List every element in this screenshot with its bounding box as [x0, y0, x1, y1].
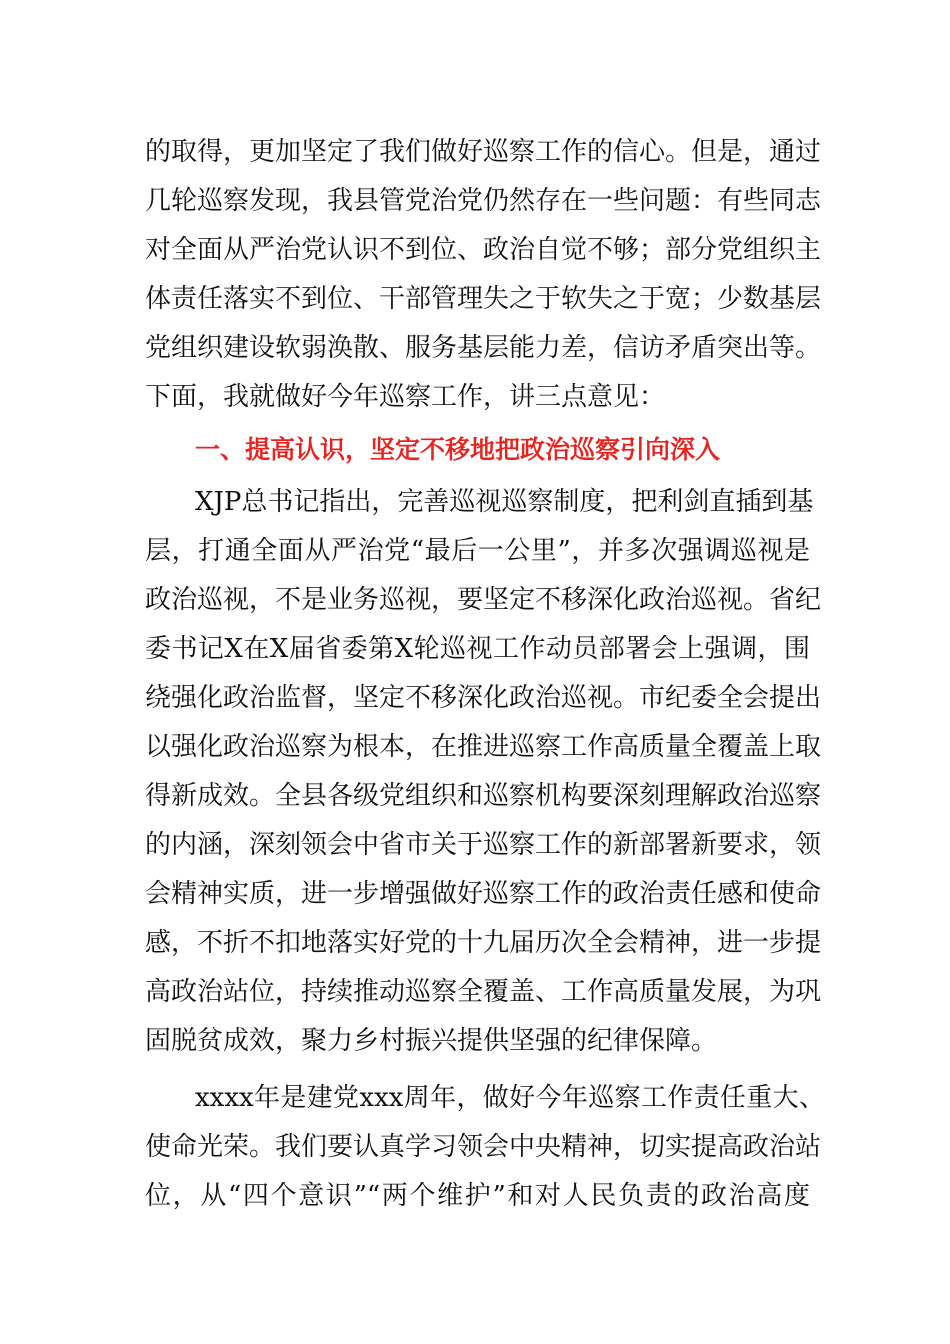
paragraph-1-line-6: 下面，我就做好今年巡察工作，讲三点意见： — [145, 382, 666, 412]
paragraph-3-line-2: 使命光荣。我们要认真学习领会中央精神，切实提高政治站 — [145, 1132, 822, 1162]
paragraph-2-line-12: 固脱贫成效，聚力乡村振兴提供坚强的纪律保障。 — [145, 1026, 718, 1056]
paragraph-2-line-10: 感，不折不扣地落实好党的十九届历次全会精神，进一步提 — [145, 928, 822, 958]
paragraph-1-line-4: 体责任落实不到位、干部管理失之于软失之于宽；少数基层 — [145, 284, 822, 314]
paragraph-2-line-1: XJP总书记指出，完善巡视巡察制度，把利剑直插到基 — [195, 487, 814, 517]
paragraph-2-line-8: 的内涵，深刻领会中省市关于巡察工作的新部署新要求，领 — [145, 830, 822, 860]
paragraph-2-line-5: 绕强化政治监督，坚定不移深化政治巡视。市纪委全会提出 — [145, 683, 822, 713]
paragraph-2-line-6: 以强化政治巡察为根本，在推进巡察工作高质量全覆盖上取 — [145, 732, 822, 762]
paragraph-2-line-9: 会精神实质，进一步增强做好巡察工作的政治责任感和使命 — [145, 879, 822, 909]
paragraph-1-line-3: 对全面从严治党认识不到位、政治自觉不够；部分党组织主 — [145, 235, 822, 265]
paragraph-2-line-7: 得新成效。全县各级党组织和巡察机构要深刻理解政治巡察 — [145, 781, 822, 811]
paragraph-3-line-3: 位，从“四个意识”“两个维护”和对人民负责的政治高度 — [145, 1181, 810, 1211]
paragraph-1-line-5: 党组织建设软弱涣散、服务基层能力差，信访矛盾突出等。 — [145, 333, 822, 363]
paragraph-1-line-2: 几轮巡察发现，我县管党治党仍然存在一些问题：有些同志 — [145, 186, 822, 216]
paragraph-3-line-1: xxxx年是建党xxx周年，做好今年巡察工作责任重大、 — [195, 1083, 825, 1113]
paragraph-2-line-11: 高政治站位，持续推动巡察全覆盖、工作高质量发展，为巩 — [145, 977, 822, 1007]
paragraph-2-line-3: 政治巡视，不是业务巡视，要坚定不移深化政治巡视。省纪 — [145, 585, 822, 615]
section-heading-1: 一、提高认识，坚定不移地把政治巡察引向深入 — [195, 435, 721, 464]
paragraph-1-line-1: 的取得，更加坚定了我们做好巡察工作的信心。但是，通过 — [145, 137, 822, 167]
paragraph-2-line-4: 委书记X在X届省委第X轮巡视工作动员部署会上强调，围 — [145, 634, 810, 664]
paragraph-2-line-2: 层，打通全面从严治党“最后一公里”，并多次强调巡视是 — [145, 536, 810, 566]
